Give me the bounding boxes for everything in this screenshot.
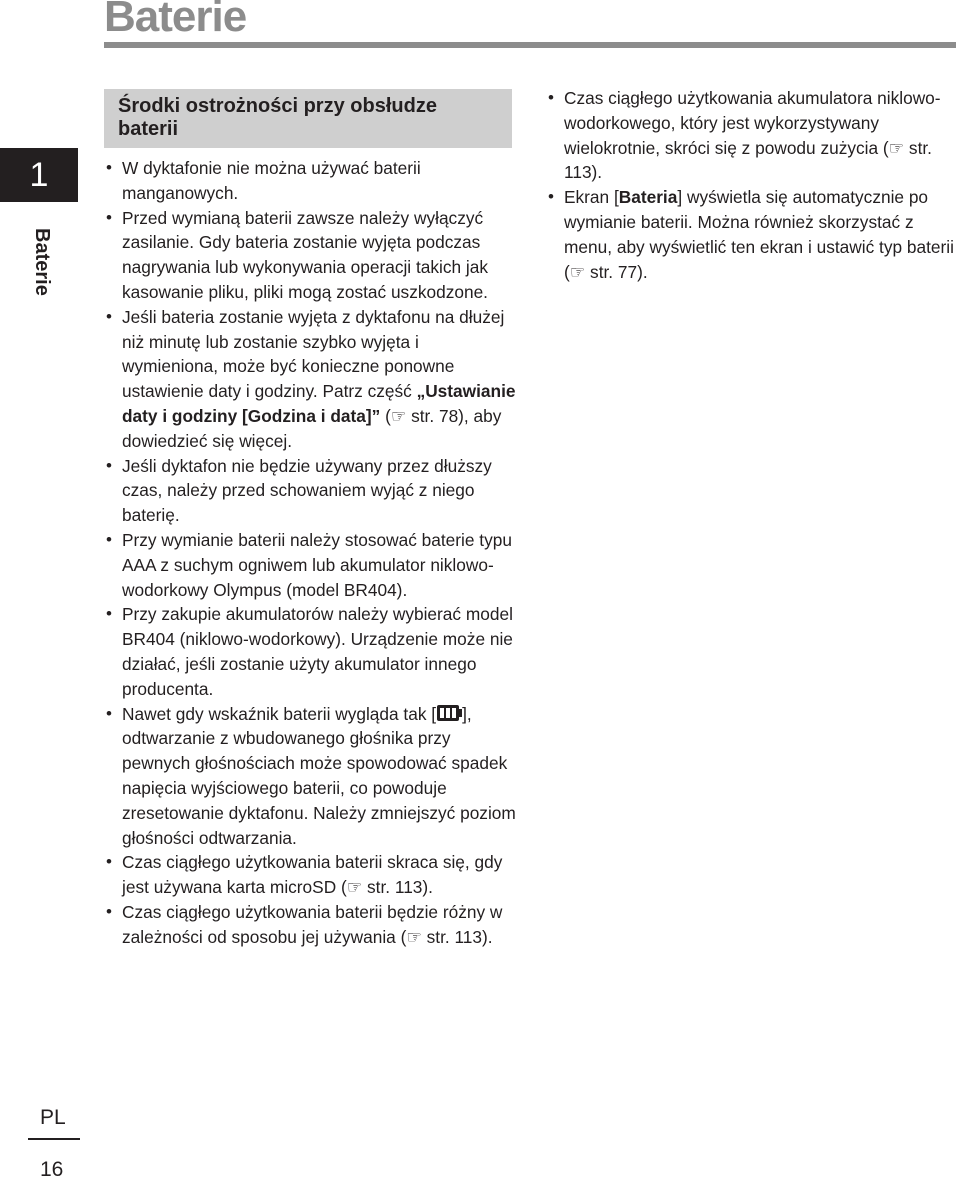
battery-full-icon (436, 703, 462, 723)
left-column (104, 89, 516, 950)
list-item: • Nawet gdy wskaźnik baterii wygląda tak [ ], odtwarzanie z wbudowanego głośnika przy pewnych głośnościach może spowodować spadek napięcia wyjściowego baterii, co powoduje zresetowanie dyktafonu. Należy zmniejszyć poziom głośności odtwarzania. (104, 702, 516, 851)
list-item: • W dyktafonie nie można używać baterii manganowych. (104, 156, 516, 206)
list-item: • Czas ciągłego użytkowania baterii będzie różny w zależności od sposobu jej używania (☞ str. 113). (104, 900, 516, 950)
title-rule (104, 42, 956, 48)
list-item: • Jeśli dyktafon nie będzie używany przez dłuższy czas, należy przed schowaniem wyjąć z niego baterię. (104, 454, 516, 528)
page-number: 16 (40, 1158, 64, 1181)
precautions-list (104, 156, 516, 950)
list-item: • Przed wymianą baterii zawsze należy wyłączyć zasilanie. Gdy bateria zostanie wyjęta podczas nagrywania lub wykonywania operacji takich jak kasowanie pliku, pliki mogą zostać uszkodzone. (104, 206, 516, 305)
list-item: • Jeśli bateria zostanie wyjęta z dyktafonu na dłużej niż minutę lub zostanie szybko wyjęta i wymieniona, może być konieczne ponowne ustawienie daty i godziny. Patrz część „Ustawianie daty i godziny [Godzina i data]” (☞ str. 78), aby dowiedzieć się więcej. (104, 305, 516, 454)
list-item: • Przy zakupie akumulatorów należy wybierać model BR404 (niklowo-wodorkowy). Urządzenie może nie działać, jeśli zostanie użyty akumulator innego producenta. (104, 602, 516, 701)
list-item: • Czas ciągłego użytkowania baterii skraca się, gdy jest używana karta microSD (☞ str. 113). (104, 850, 516, 900)
section-heading: Środki ostrożności przy obsłudze baterii (104, 89, 512, 148)
chapter-number-tab: 1 (0, 148, 78, 202)
language-rule (28, 1138, 80, 1140)
bold-reference: Bateria (618, 187, 678, 208)
bold-reference: „Ustawianie daty i godziny [Godzina i data]” (122, 381, 516, 426)
list-item: • Ekran [Bateria] wyświetla się automatycznie po wymianie baterii. Można również skorzystać z menu, aby wyświetlić ten ekran i ustawić typ baterii (☞ str. 77). (546, 185, 958, 284)
list-item: • Czas ciągłego użytkowania akumulatora niklowo-wodorkowego, który jest wykorzystywany wielokrotnie, skróci się z powodu zużycia (☞ str. 113). (546, 86, 958, 185)
right-column (546, 86, 958, 284)
chapter-side-label: Baterie (31, 228, 53, 296)
battery-notes-list (546, 86, 958, 284)
list-item: • Przy wymianie baterii należy stosować baterie typu AAA z suchym ogniwem lub akumulator niklowo-wodorkowy Olympus (model BR404). (104, 528, 516, 602)
language-code: PL (40, 1106, 66, 1129)
page-title: Baterie (104, 0, 247, 41)
